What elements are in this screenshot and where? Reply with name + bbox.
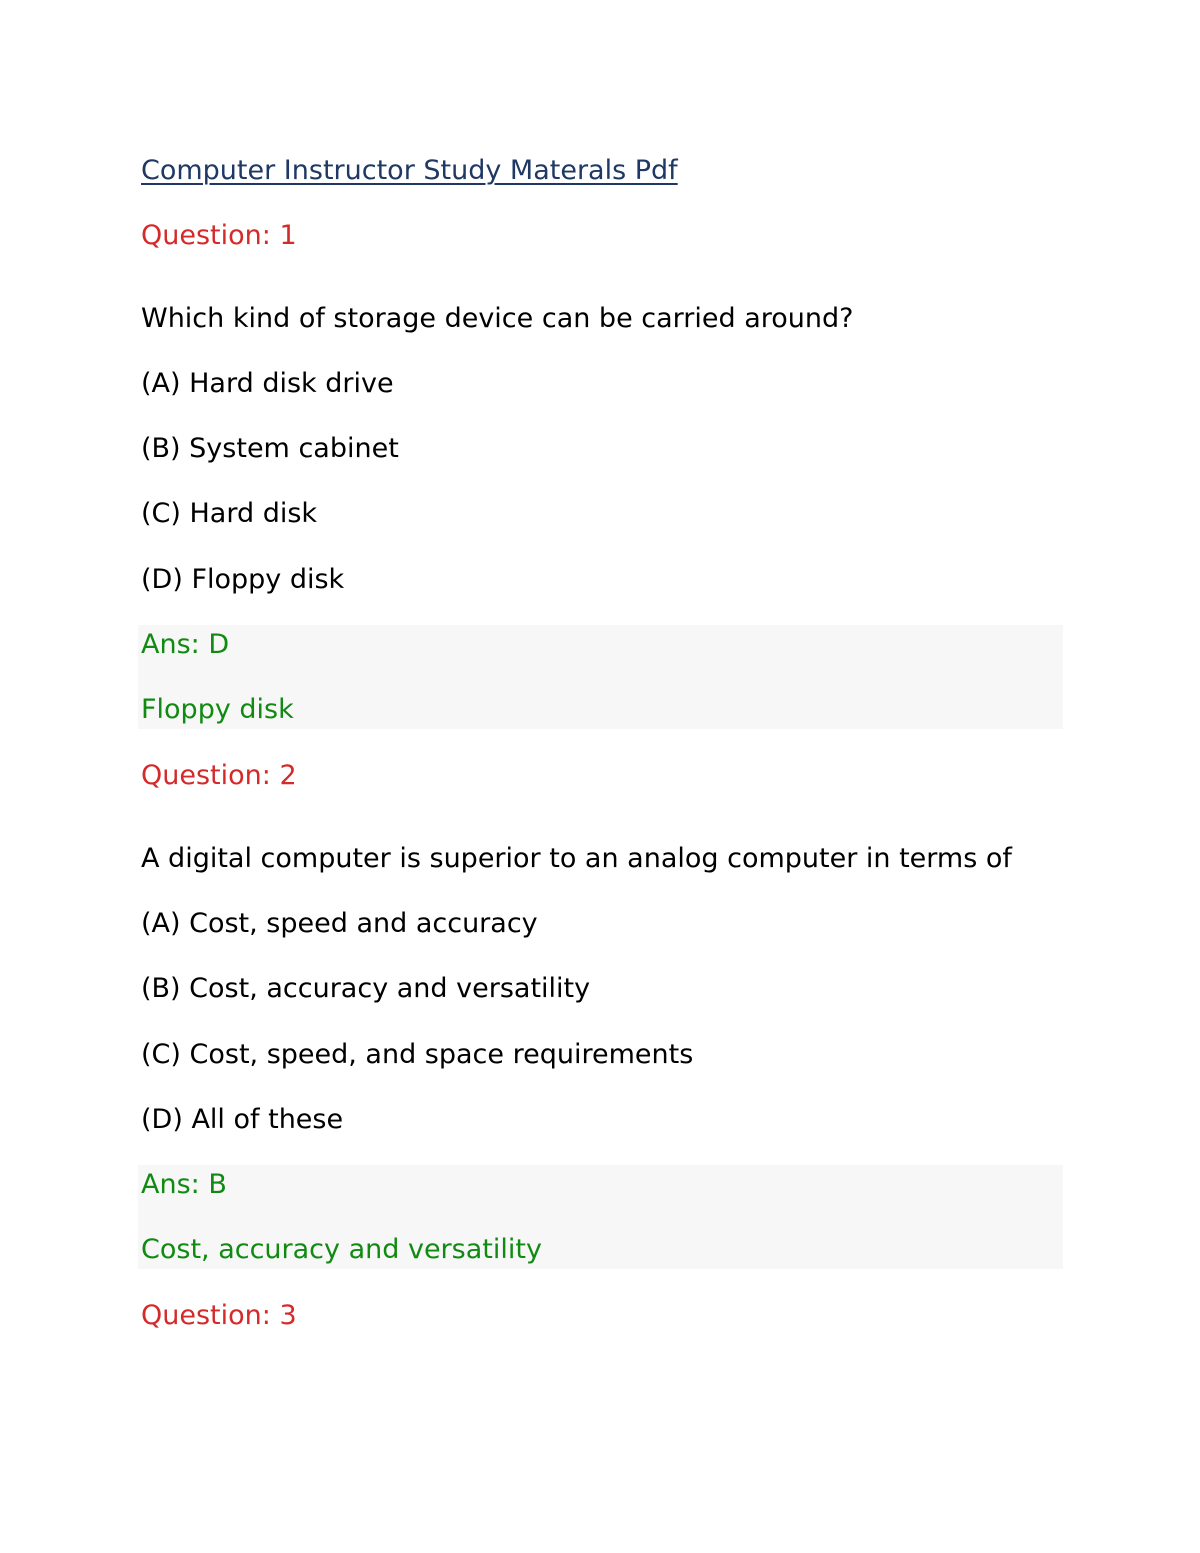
option-a: (A) Hard disk drive [141, 368, 394, 399]
answer-label: Ans: D [141, 629, 230, 660]
option-b: (B) System cabinet [141, 433, 399, 464]
option-c: (C) Hard disk [141, 498, 318, 529]
option-b: (B) Cost, accuracy and versatility [141, 973, 591, 1004]
answer-text: Floppy disk [141, 694, 294, 725]
question-label: Question: 2 [141, 760, 297, 791]
option-c: (C) Cost, speed, and space requirements [141, 1039, 694, 1070]
option-a: (A) Cost, speed and accuracy [141, 908, 538, 939]
document-title[interactable]: Computer Instructor Study Materals Pdf [141, 155, 678, 186]
question-text: Which kind of storage device can be carried around? [141, 303, 854, 334]
option-d: (D) All of these [141, 1104, 344, 1135]
option-d: (D) Floppy disk [141, 564, 345, 595]
answer-text: Cost, accuracy and versatility [141, 1234, 542, 1265]
question-label: Question: 3 [141, 1300, 297, 1331]
question-label: Question: 1 [141, 220, 297, 251]
answer-label: Ans: B [141, 1169, 227, 1200]
question-text: A digital computer is superior to an analog computer in terms of [141, 843, 1012, 874]
